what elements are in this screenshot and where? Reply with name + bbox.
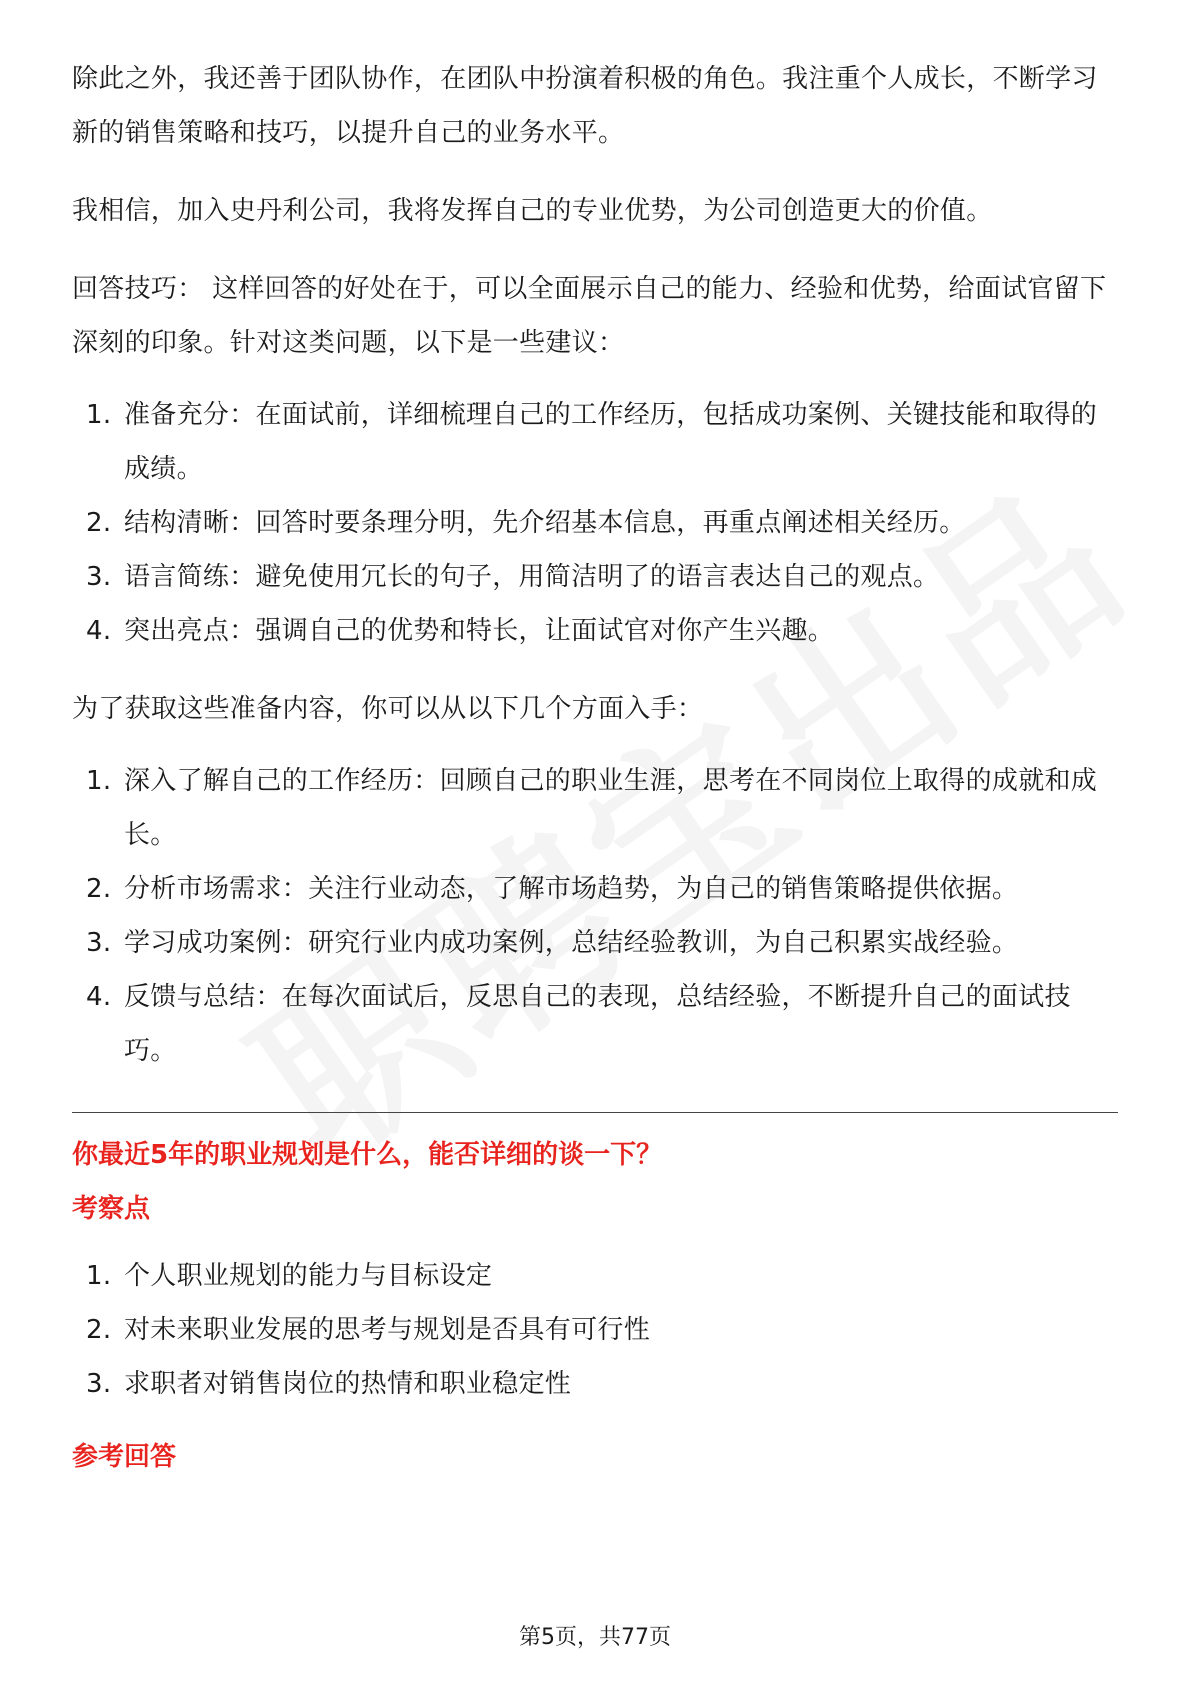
answer-heading: 参考回答 <box>72 1442 177 1472</box>
list-item: 2. 对未来职业发展的思考与规划是否具有可行性 <box>86 1315 651 1345</box>
list-item: 2. 分析市场需求：关注行业动态，了解市场趋势，为自己的销售策略提供依据。 <box>86 874 1019 904</box>
list-item: 1. 深入了解自己的工作经历：回顾自己的职业生涯，思考在不同岗位上取得的成就和成长。 <box>86 766 1098 850</box>
list-item: 3. 求职者对销售岗位的热情和职业稳定性 <box>86 1369 572 1399</box>
list-item: 1. 准备充分：在面试前，详细梳理自己的工作经历，包括成功案例、关键技能和取得的成绩。 <box>86 400 1098 484</box>
focus-list <box>72 1249 1118 1411</box>
focus-heading: 考察点 <box>72 1194 151 1224</box>
page-footer: 第5页，共77页 <box>519 1625 671 1650</box>
list-item: 3. 语言简练：避免使用冗长的句子，用简洁明了的语言表达自己的观点。 <box>86 562 940 592</box>
document-page <box>72 52 1118 1497</box>
tips-list <box>72 388 1118 658</box>
paragraph-teamwork: 除此之外，我还善于团队协作，在团队中扮演着积极的角色。我注重个人成长，不断学习新的销售策略和技巧，以提升自己的业务水平。 <box>72 64 1098 148</box>
list-item: 1. 个人职业规划的能力与目标设定 <box>86 1261 493 1291</box>
paragraph-answer-tips: 回答技巧： 这样回答的好处在于，可以全面展示自己的能力、经验和优势，给面试官留下深刻的印象。针对这类问题，以下是一些建议： <box>72 274 1107 358</box>
list-item: 3. 学习成功案例：研究行业内成功案例，总结经验教训，为自己积累实战经验。 <box>86 928 1019 958</box>
list-item: 2. 结构清晰：回答时要条理分明，先介绍基本信息，再重点阐述相关经历。 <box>86 508 966 538</box>
paragraph-preparation: 为了获取这些准备内容，你可以从以下几个方面入手： <box>72 694 704 724</box>
section-divider <box>72 1112 1118 1113</box>
paragraph-belief: 我相信，加入史丹利公司，我将发挥自己的专业优势，为公司创造更大的价值。 <box>72 196 993 226</box>
list-item: 4. 反馈与总结：在每次面试后，反思自己的表现，总结经验，不断提升自己的面试技巧。 <box>86 982 1071 1066</box>
list-item: 4. 突出亮点：强调自己的优势和特长，让面试官对你产生兴趣。 <box>86 616 835 646</box>
sources-list <box>72 754 1118 1078</box>
question-title: 你最近5年的职业规划是什么，能否详细的谈一下？ <box>72 1140 663 1170</box>
